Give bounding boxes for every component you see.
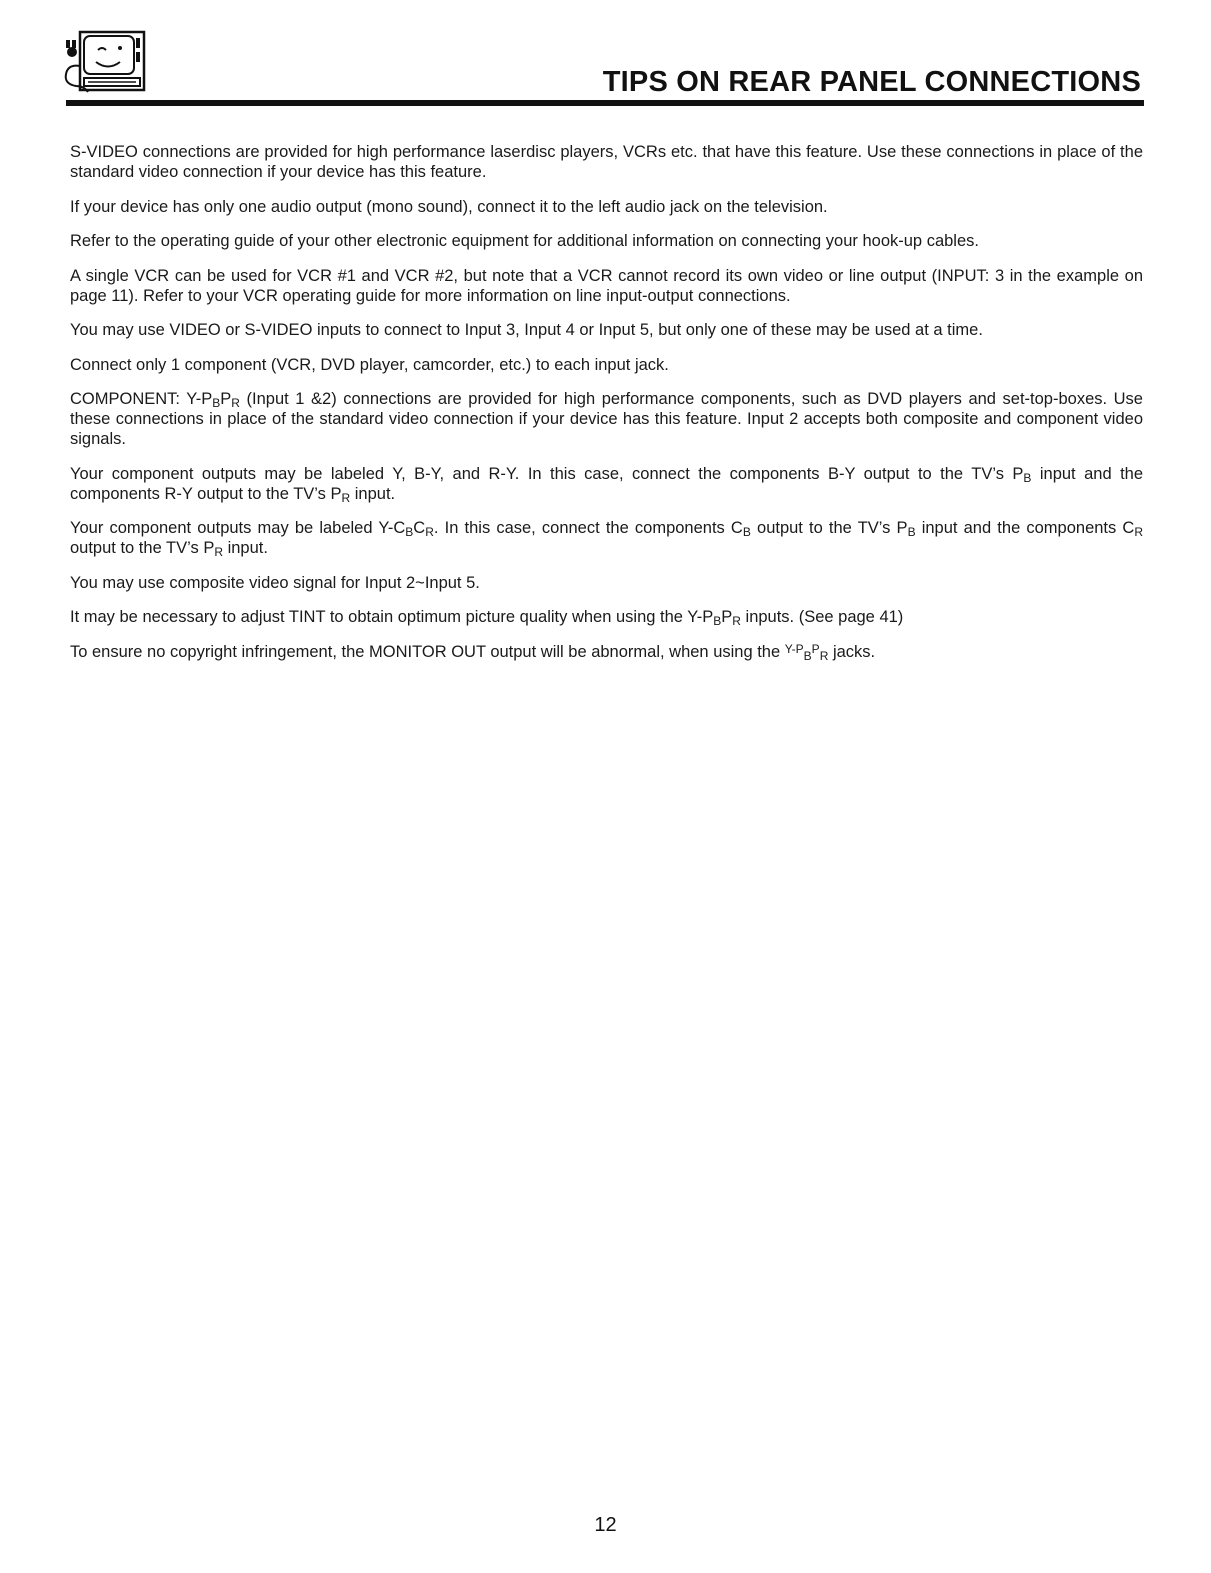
paragraph: [70, 320, 1143, 340]
paragraph-text: R: [341, 490, 351, 505]
paragraph: [70, 642, 1143, 662]
paragraph-text: output to the TV’s P: [750, 519, 908, 537]
paragraph-text: B: [803, 648, 812, 663]
paragraph-text: R: [425, 525, 434, 539]
paragraph-text: P: [811, 641, 820, 656]
paragraph-text: B: [1023, 470, 1032, 485]
paragraph: [70, 266, 1143, 306]
tv-mascot-icon: [58, 26, 152, 96]
paragraph-text: . In this case, connect the components C: [433, 519, 743, 537]
paragraph: [70, 197, 1143, 217]
paragraph-text: It may be necessary to adjust TINT to obtain optimum picture quality when using the Y-P: [70, 608, 714, 626]
paragraph-text: Refer to the operating guide of your other electronic equipment for additional information on connecting your hook-up cables.: [70, 232, 979, 250]
paragraph-text: output to the TV’s P: [70, 539, 215, 557]
paragraph-text: B: [405, 525, 414, 539]
paragraph-text: If your device has only one audio output (mono sound), connect it to the left audio jack on the television.: [70, 197, 828, 216]
paragraph: [70, 142, 1143, 182]
paragraph: [70, 464, 1143, 504]
paragraph-text: R: [1134, 525, 1143, 539]
paragraph: [70, 355, 1143, 375]
paragraph-text: input.: [350, 484, 396, 503]
paragraph-text: R: [819, 648, 829, 663]
paragraph-text: (Input 1 &2) connections are provided for high performance components, such as DVD players and set-top-boxes. Use these connections in place of the standard video connection if your device has this feature. Input 2 accepts both composite and component video signals.: [70, 390, 1143, 448]
paragraph-text: input.: [223, 539, 268, 557]
header-rule: [66, 100, 1144, 106]
paragraph: [70, 607, 1143, 627]
paragraph-text: jacks.: [828, 642, 876, 661]
paragraph-text: R: [214, 545, 223, 559]
paragraph-text: Connect only 1 component (VCR, DVD player, camcorder, etc.) to each input jack.: [70, 355, 669, 374]
paragraph-text: You may use VIDEO or S-VIDEO inputs to connect to Input 3, Input 4 or Input 5, but only one of these may be used at a time.: [70, 321, 983, 339]
paragraph-text: input and the components C: [915, 519, 1135, 537]
paragraph: [70, 231, 1143, 251]
paragraph-text: COMPONENT: Y-P: [70, 390, 213, 408]
body-text: [70, 142, 1143, 676]
paragraph-text: To ensure no copyright infringement, the MONITOR OUT output will be abnormal, when using the: [70, 642, 785, 661]
paragraph-text: B: [212, 396, 221, 410]
paragraph-text: Y-P: [784, 641, 804, 656]
paragraph: [70, 518, 1143, 558]
paragraph-text: B: [742, 525, 751, 539]
paragraph-text: R: [231, 396, 240, 410]
paragraph-text: S-VIDEO connections are provided for high performance laserdisc players, VCRs etc. that have this feature. Use these connections in place of the standard video connection if your device has this feature.: [70, 143, 1143, 181]
paragraph: [70, 389, 1143, 449]
paragraph-text: B: [907, 525, 916, 539]
paragraph-text: A single VCR can be used for VCR #1 and VCR #2, but note that a VCR cannot record its own video or line output (INPUT: 3 in the example on page 11). Refer to your VCR operating guide for more information on line input-output connections.: [70, 266, 1143, 305]
paragraph-text: Your component outputs may be labeled Y-C: [70, 519, 406, 537]
page-number: 12: [594, 1514, 617, 1536]
paragraph-text: P: [220, 390, 232, 408]
paragraph-text: inputs. (See page 41): [740, 608, 904, 626]
paragraph-text: C: [413, 519, 426, 537]
paragraph-text: input and the components R-Y output to the TV’s P: [70, 464, 1144, 503]
paragraph-text: P: [721, 608, 733, 626]
paragraph-text: R: [732, 614, 741, 628]
paragraph: [70, 573, 1143, 593]
paragraph-text: B: [713, 614, 722, 628]
page-title: TIPS ON REAR PANEL CONNECTIONS: [602, 66, 1141, 98]
paragraph-text: You may use composite video signal for Input 2~Input 5.: [70, 573, 480, 592]
paragraph-text: Your component outputs may be labeled Y, B-Y, and R-Y. In this case, connect the components B-Y output to the TV’s P: [70, 464, 1024, 483]
